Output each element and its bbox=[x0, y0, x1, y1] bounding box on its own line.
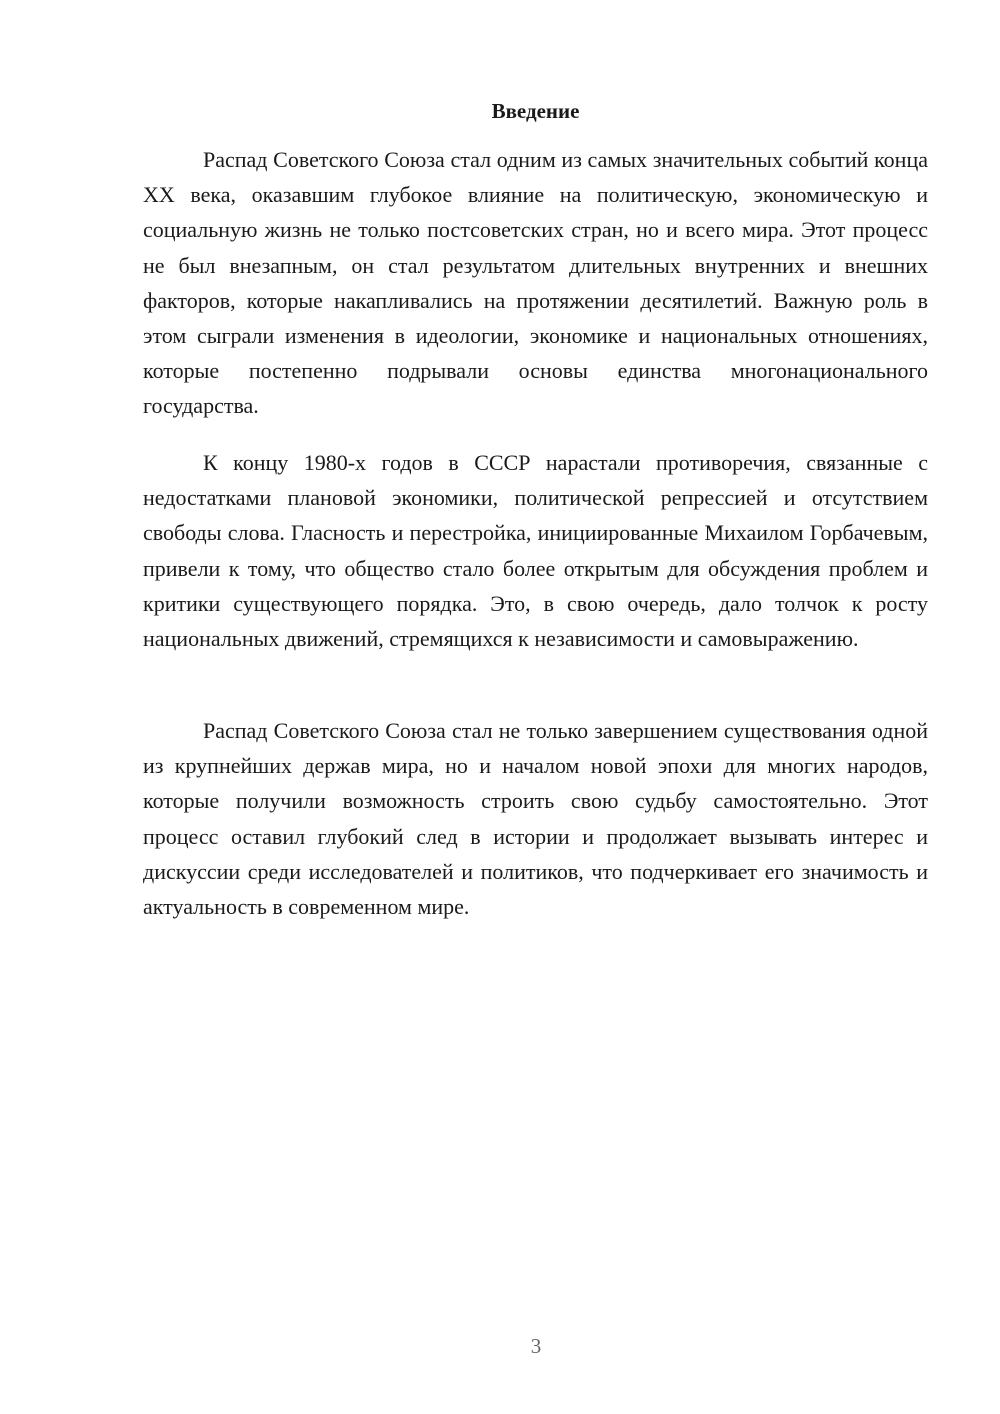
paragraph-3 bbox=[143, 713, 928, 924]
paragraph-1 bbox=[143, 142, 928, 424]
paragraph-2 bbox=[143, 445, 928, 656]
paragraph-text: Распад Советского Союза стал не только завершением существования одной из крупнейших держав мира, но и началом новой эпохи для многих народов, которые получили возможность строить свою судьбу самостоятельно. Этот процесс оставил глубокий след в истории и продолжает вызывать интерес и дискуссии среди исследователей и политиков, что подчеркивает его значимость и актуальность в современном мире. bbox=[143, 718, 928, 920]
page-number: 3 bbox=[530, 1334, 542, 1358]
section-heading: Введение bbox=[491, 99, 580, 123]
paragraph-text: Распад Советского Союза стал одним из самых значительных событий конца XX века, оказавшим глубокое влияние на политическую, экономическую и социальную жизнь не только постсоветских стран, но и всего мира. Этот процесс не был внезапным, он стал результатом длительных внутренних и внешних факторов, которые накапливались на протяжении десятилетий. Важную роль в этом сыграли изменения в идеологии, экономике и национальных отношениях, которые постепенно подрывали основы единства многонационального государства. bbox=[143, 147, 928, 419]
paragraph-text: К концу 1980-х годов в СССР нарастали противоречия, связанные с недостатками плановой экономики, политической репрессией и отсутствием свободы слова. Гласность и перестройка, инициированные Михаилом Горбачевым, привели к тому, что общество стало более открытым для обсуждения проблем и критики существующего порядка. Это, в свою очередь, дало толчок к росту национальных движений, стремящихся к независимости и самовыражению. bbox=[143, 450, 928, 652]
